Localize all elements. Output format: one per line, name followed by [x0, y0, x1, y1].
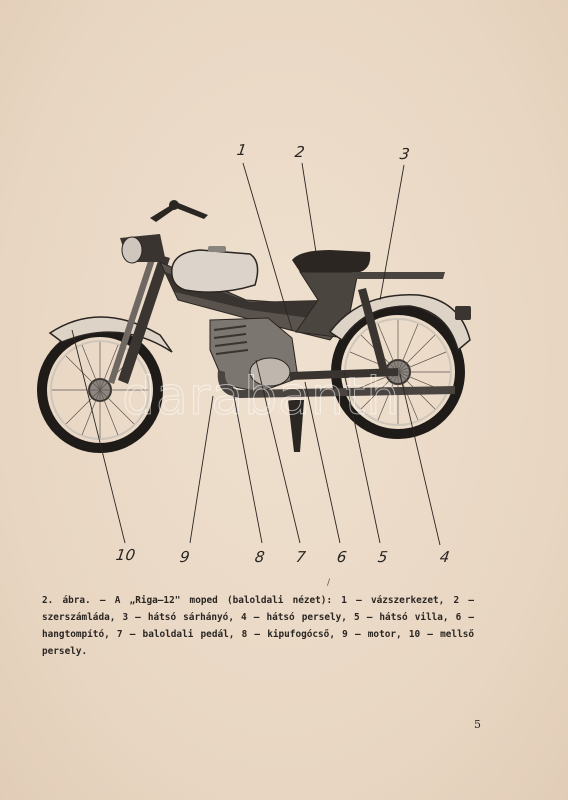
callout-8: 8	[253, 548, 266, 566]
callout-3: 3	[398, 145, 411, 163]
figure-caption: 2. ábra. — A „Riga—12" moped (baloldali nézet): 1 — vázszerkezet, 2 — szerszámláda, 3 — hátsó sárhányó, 4 — hátsó persely, 5 — hátsó villa, 6 — hangtompító, 7 — baloldali pedál, 8 — kipufogócső, 9 — motor, 10 — mellső persely.	[42, 595, 474, 657]
callout-9: 9	[178, 548, 191, 566]
page-number: 5	[474, 718, 481, 731]
callout-6: 6	[335, 548, 348, 566]
luggage-rack	[352, 272, 445, 279]
callout-7: 7	[294, 548, 307, 566]
callout-4: 4	[438, 548, 451, 566]
callout-10: 10	[114, 546, 137, 564]
watermark: darabanth	[122, 367, 401, 427]
callout-5: 5	[376, 548, 389, 566]
fuel-tank	[172, 250, 258, 292]
stray-mark: /	[327, 578, 331, 588]
seat	[292, 250, 370, 272]
callout-2: 2	[293, 143, 306, 161]
callout-1: 1	[235, 141, 248, 159]
